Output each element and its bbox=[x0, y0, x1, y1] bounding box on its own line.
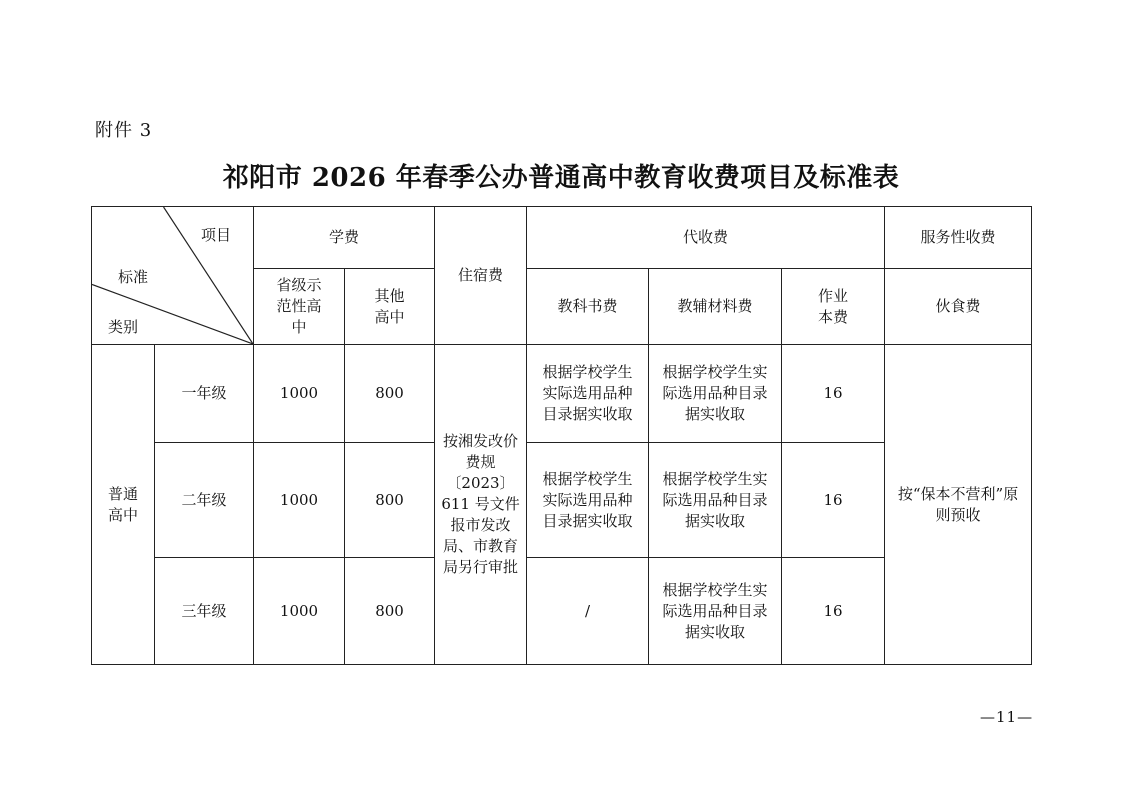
header-category-label: 类别 bbox=[108, 318, 139, 336]
textbook-cell: 根据学校学生实际选用品种目录据实收取 bbox=[527, 345, 649, 443]
header-meal-fee: 伙食费 bbox=[885, 269, 1032, 345]
tuition-other-cell: 800 bbox=[345, 558, 435, 665]
supplementary-cell: 根据学校学生实际选用品种目录据实收取 bbox=[649, 443, 782, 558]
supplementary-cell: 根据学校学生实际选用品种目录据实收取 bbox=[649, 345, 782, 443]
header-service-fees: 服务性收费 bbox=[885, 207, 1032, 269]
homework-cell: 16 bbox=[782, 443, 885, 558]
header-standard-label: 标准 bbox=[118, 268, 149, 286]
tuition-other-cell: 800 bbox=[345, 443, 435, 558]
grade-cell: 二年级 bbox=[155, 443, 254, 558]
header-textbook-fee: 教科书费 bbox=[527, 269, 649, 345]
fee-standard-table bbox=[91, 206, 1032, 665]
homework-cell: 16 bbox=[782, 558, 885, 665]
supplementary-cell: 根据学校学生实际选用品种目录据实收取 bbox=[649, 558, 782, 665]
grade-cell: 三年级 bbox=[155, 558, 254, 665]
tuition-other-cell: 800 bbox=[345, 345, 435, 443]
accommodation-cell: 按湘发改价费规〔2023〕611 号文件报市发改局、市教育局另行审批 bbox=[435, 345, 527, 665]
grade-cell: 一年级 bbox=[155, 345, 254, 443]
document-title: 祁阳市 2026 年春季公办普通高中教育收费项目及标准表 bbox=[222, 163, 900, 193]
tuition-provincial-cell: 1000 bbox=[254, 443, 345, 558]
textbook-cell: / bbox=[527, 558, 649, 665]
header-item-label: 项目 bbox=[200, 226, 231, 244]
tuition-provincial-cell: 1000 bbox=[254, 345, 345, 443]
page-number: —11— bbox=[980, 708, 1034, 726]
header-homework-fee: 作业本费 bbox=[782, 269, 885, 345]
textbook-cell: 根据学校学生实际选用品种目录据实收取 bbox=[527, 443, 649, 558]
homework-cell: 16 bbox=[782, 345, 885, 443]
meal-cell: 按“保本不营利”原则预收 bbox=[885, 345, 1032, 665]
category-cell: 普通高中 bbox=[92, 345, 155, 665]
header-tuition-provincial: 省级示范性高中 bbox=[254, 269, 345, 345]
header-accommodation: 住宿费 bbox=[435, 207, 527, 345]
diagonal-header-cell bbox=[92, 207, 254, 345]
tuition-provincial-cell: 1000 bbox=[254, 558, 345, 665]
attachment-label: 附件 3 bbox=[95, 120, 153, 141]
header-tuition-other: 其他高中 bbox=[345, 269, 435, 345]
header-collected-fees: 代收费 bbox=[527, 207, 885, 269]
header-tuition: 学费 bbox=[254, 207, 435, 269]
header-supplementary-fee: 教辅材料费 bbox=[649, 269, 782, 345]
